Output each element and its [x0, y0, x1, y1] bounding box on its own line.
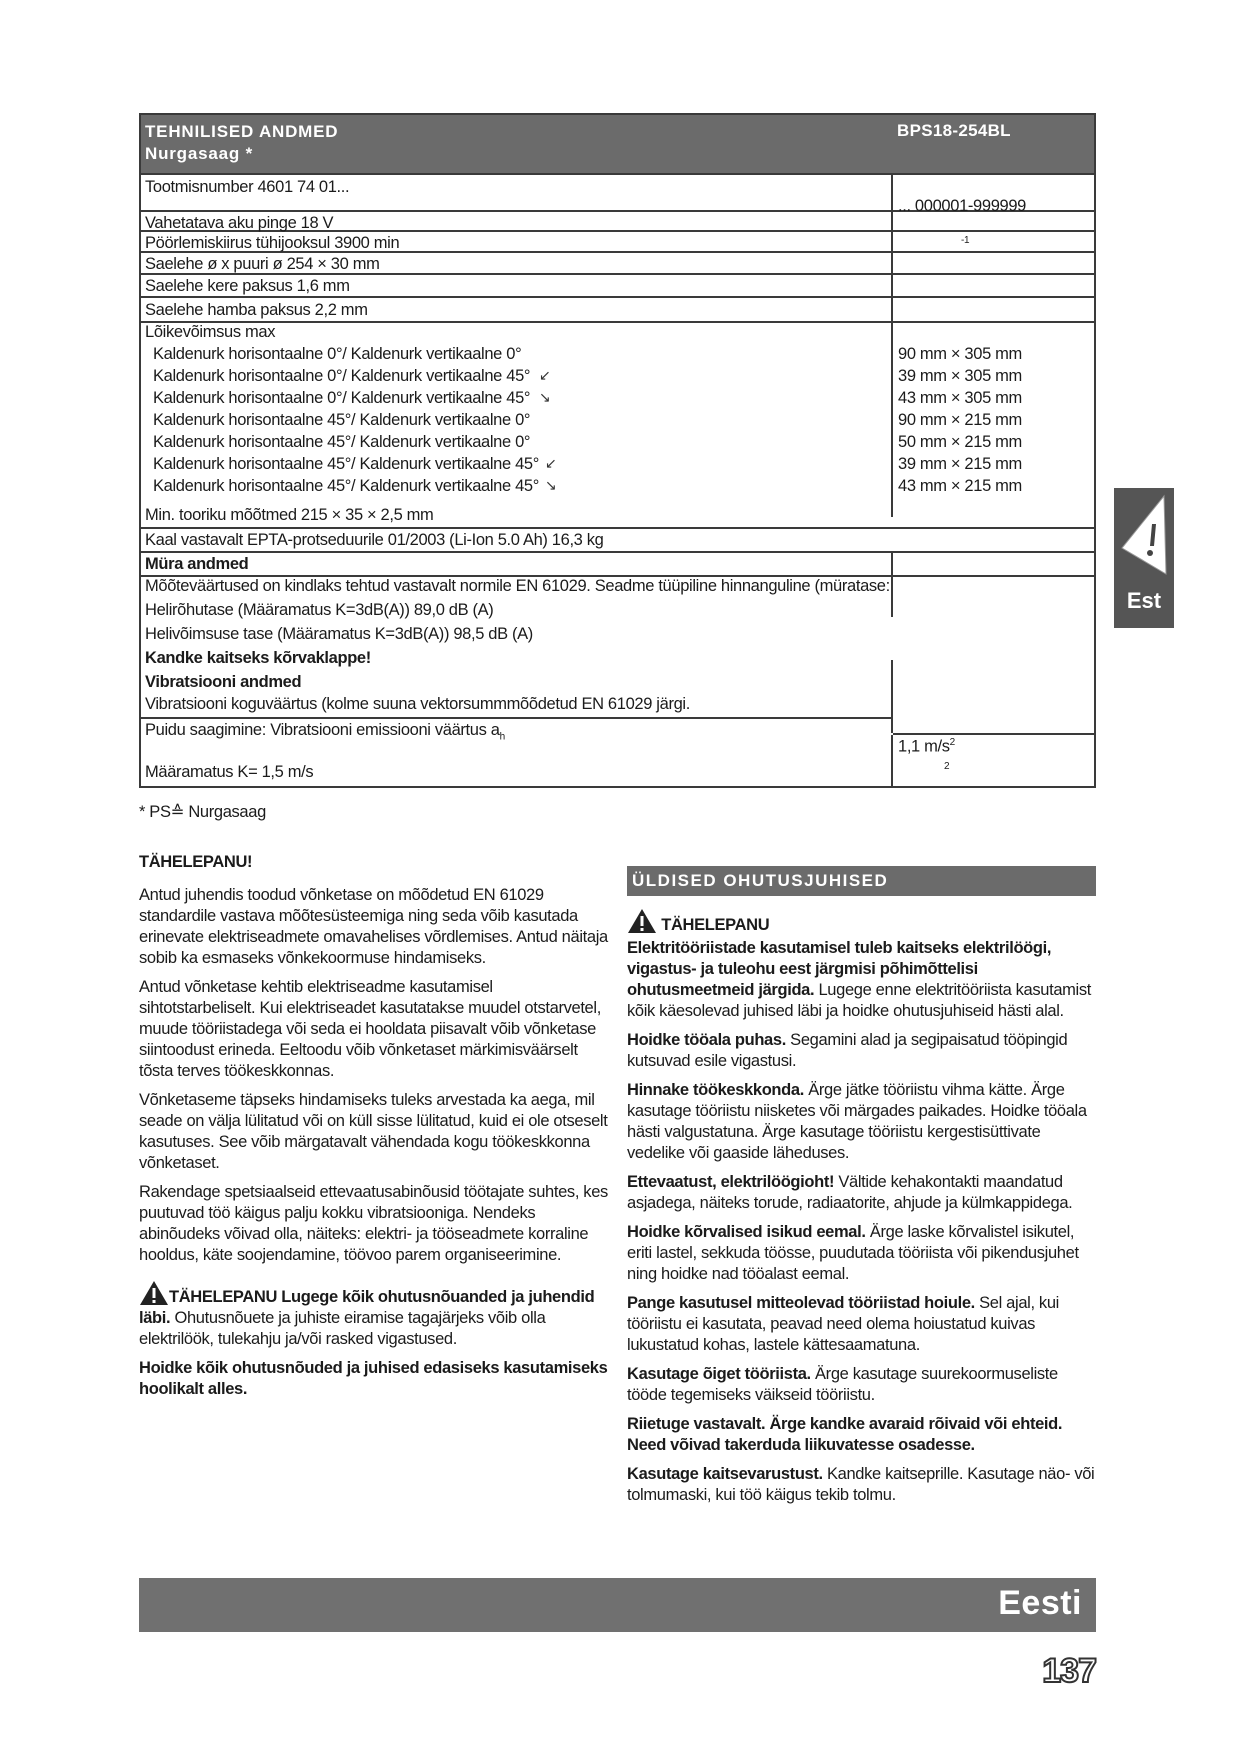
uncertainty-sup: 2	[944, 761, 950, 772]
safety-item-text: Sel ajal, kui tööriistu ei kasutata, peavad need olema hoiustatud kuivas lukustatud kohas, lastele kättesaamatuna.	[627, 1294, 1059, 1354]
vibration-value-text: 1,1 m/s	[898, 737, 950, 756]
safety-item-bold: Kasutage õiget tööriista.	[627, 1365, 811, 1383]
safety-item	[627, 1464, 1097, 1506]
safety-item-bold: Pange kasutusel mitteolevad tööriistad hoiule.	[627, 1294, 975, 1312]
cut-row-label: Kaldenurk horisontaalne 0°/ Kaldenurk vertikaalne 45°	[153, 389, 531, 407]
spec-rule	[893, 733, 1096, 735]
noise-power: Helivõimsuse tase (Määramatus K=3dB(A)) 98,5 dB (A)	[145, 625, 533, 643]
left-column	[139, 852, 609, 1408]
bevel-left-icon: ↙	[545, 455, 557, 471]
vibration-title: Vibratsiooni andmed	[145, 673, 302, 691]
ear-protection: Kandke kaitseks kõrvaklappe!	[145, 649, 371, 667]
warning-label-row	[627, 908, 1097, 936]
cut-row-value: 43 mm × 305 mm	[898, 389, 1022, 407]
safety-item	[627, 1414, 1097, 1456]
spec-divider	[891, 173, 893, 517]
spec-min-workpiece: Min. tooriku mõõtmed 215 × 35 × 2,5 mm	[145, 506, 434, 524]
spec-divider	[891, 735, 893, 788]
spec-blade-thickness: Saelehe kere paksus 1,6 mm	[145, 277, 350, 295]
left-title: TÄHELEPANU!	[139, 853, 253, 871]
cut-row-value: 39 mm × 305 mm	[898, 367, 1022, 385]
spec-header-subtitle: Nurgasaag *	[145, 144, 254, 163]
spec-rule	[141, 296, 1094, 298]
cut-row-value: 90 mm × 305 mm	[898, 345, 1022, 363]
spec-rule	[141, 717, 891, 719]
cut-row-label: Kaldenurk horisontaalne 45°/ Kaldenurk vertikaalne 45°	[153, 455, 539, 473]
warning-paragraph	[139, 1280, 609, 1350]
warning-triangle-icon	[627, 908, 657, 934]
noise-title: Müra andmed	[145, 555, 249, 573]
safety-item-bold: Hinnake töökeskkonda.	[627, 1081, 804, 1099]
safety-item-bold: Riietuge vastavalt. Ärge kandke avaraid rõivaid või ehteid. Need võivad takerduda liikuvatesse osadesse.	[627, 1415, 1063, 1454]
safety-item	[627, 1293, 1097, 1356]
safety-item-bold: Ettevaatust, elektrilöögioht!	[627, 1173, 835, 1191]
safety-intro	[627, 938, 1097, 1022]
safety-item-text: Ärge laske kõrvalistel isikutel, eriti lastel, sekkuda töösse, puudutada tööriista või pikendusjuhet ning hoidke nad tööalast eemal.	[627, 1223, 1079, 1283]
spec-divider	[891, 660, 893, 733]
language-side-tab	[1114, 488, 1174, 628]
safety-item	[627, 1222, 1097, 1285]
safety-item-text: Vältide kehakontakti maandatud asjadega, näiteks torude, radiaatorite, ahjude ja külmkappidega.	[627, 1173, 1073, 1212]
vibration-value-sup: 2	[949, 737, 955, 748]
cut-row-label: Kaldenurk horisontaalne 0°/ Kaldenurk vertikaalne 0°	[153, 345, 522, 363]
safety-item	[627, 1172, 1097, 1214]
safety-intro-bold: Elektritööriistade kasutamisel tuleb kaitseks elektrilöögi, vigastus- ja tuleohu eest järgmisi põhimõttelisi ohutusmeetmeid järgida.	[627, 939, 1052, 999]
language-bar	[139, 1578, 1096, 1632]
spec-voltage: Vahetatava aku pinge 18 V	[145, 214, 334, 232]
spec-model: BPS18-254BL	[897, 121, 1011, 140]
vibration-value	[898, 737, 955, 757]
bevel-right-icon: ↘	[545, 477, 557, 493]
safety-item	[627, 1030, 1097, 1072]
noise-desc: Mõõteväärtused on kindlaks tehtud vastavalt normile EN 61029. Seadme tüüpiline hinnanguline (müratase:	[145, 577, 890, 595]
spec-rule	[141, 321, 1094, 323]
cut-row-label: Kaldenurk horisontaalne 45°/ Kaldenurk vertikaalne 0°	[153, 433, 531, 451]
safety-item-text: Ärge kasutage suurekoormuseliste tööde tegemiseks väikseid tööriistu.	[627, 1365, 1058, 1404]
bevel-right-icon: ↘	[539, 389, 551, 405]
spec-product-number-value: ... 000001-999999	[898, 197, 1026, 215]
right-column	[627, 908, 1097, 1514]
spec-cut-capacity-label: Lõikevõimsus max	[145, 323, 276, 341]
spec-weight: Kaal vastavalt EPTA-protseduurile 01/2003 (Li-Ion 5.0 Ah) 16,3 kg	[145, 531, 604, 549]
cut-row-value: 90 mm × 215 mm	[898, 411, 1022, 429]
vibration-wood-sub: h	[499, 731, 505, 743]
bevel-left-icon: ↙	[539, 367, 551, 383]
page-number: 137	[1042, 1652, 1096, 1690]
safety-item-bold: Kasutage kaitsevarustust.	[627, 1465, 823, 1483]
warning-bold: TÄHELEPANU Lugege kõik ohutusnõuanded ja juhendid läbi.	[139, 1288, 595, 1327]
cut-row-value: 39 mm × 215 mm	[898, 455, 1022, 473]
spec-rule	[141, 527, 1094, 529]
spec-table-header	[141, 115, 1094, 173]
spec-header-title: TEHNILISED ANDMED	[145, 122, 339, 141]
footnote: * PS≙ Nurgasaag	[139, 803, 266, 821]
left-paragraph: Antud juhendis toodud võnketase on mõõdetud EN 61029 standardile vastava mõõtesüsteemiga ning seda võib kasutada erinevate elektriseadmete omavahelises võrdlemises. Antud näitaja sobib ka esmaseks võnkekoormuse hindamiseks.	[139, 886, 608, 967]
left-paragraph: Antud võnketase kehtib elektriseadme kasutamisel sihtotstarbeliselt. Kui elektriseadet kasutatakse muudel otstarvetel, muude tööriistadega või seda ei hooldata piisavalt võib võnketase siintoodust erineda. Eeltoodu võib võnketaset märkimisväärselt tõsta terves töökeskkonnas.	[139, 978, 601, 1080]
safety-item	[627, 1080, 1097, 1164]
vibration-wood	[145, 721, 505, 742]
keep-instructions: Hoidke kõik ohutusnõuded ja juhised edasiseks kasutamiseks hoolikalt alles.	[139, 1359, 608, 1398]
language-label: Eesti	[998, 1584, 1082, 1622]
vibration-wood-text: Puidu saagimine: Vibratsiooni emissiooni väärtus a	[145, 721, 500, 739]
safety-item-text: Ärge jätke tööriistu vihma kätte. Ärge kasutage tööriistu niisketes või märgades paikades. Hoidke tööala hästi valgustatuna. Ärge kasutage tööriistu kergestisüttivate vedelike või gaaside läheduses.	[627, 1081, 1087, 1162]
spec-tooth-thickness: Saelehe hamba paksus 2,2 mm	[145, 301, 368, 319]
warning-side-icon	[1114, 488, 1174, 583]
warning-text: Ohutusnõuete ja juhiste eiramise tagajärjeks võib olla elektrilöök, tulekahju ja/või rasked vigastused.	[139, 1309, 546, 1348]
vibration-desc: Vibratsiooni koguväärtus (kolme suuna vektorsummmõõdetud EN 61029 järgi.	[145, 695, 690, 713]
noise-pressure: Helirõhutase (Määramatus K=3dB(A)) 89,0 dB (A)	[145, 601, 494, 619]
safety-item-text: Kandke kaitseprille. Kasutage näo- või tolmumaski, kui töö käigus tekib tolmu.	[627, 1465, 1095, 1504]
safety-item-bold: Hoidke tööala puhas.	[627, 1031, 786, 1049]
cut-row-label: Kaldenurk horisontaalne 45°/ Kaldenurk vertikaalne 0°	[153, 411, 531, 429]
spec-product-number: Tootmisnumber 4601 74 01...	[145, 178, 350, 196]
safety-intro-text: Lugege enne elektritööriista kasutamist kõik käesolevad juhised läbi ja hoidke ohutusjuhiseid hästi alal.	[627, 981, 1091, 1020]
safety-item-text: Segamini alad ja segipaisatud tööpingid kutsuvad esile vigastusi.	[627, 1031, 1068, 1070]
warning-triangle-icon	[139, 1280, 169, 1306]
spec-blade: Saelehe ø x puuri ø 254 × 30 mm	[145, 255, 380, 273]
side-tab-label: Est	[1126, 588, 1162, 613]
cut-row-label: Kaldenurk horisontaalne 45°/ Kaldenurk vertikaalne 45°	[153, 477, 539, 495]
warning-label: TÄHELEPANU	[661, 916, 770, 934]
spec-speed: Pöörlemiskiirus tühijooksul 3900 min	[145, 234, 400, 252]
spec-speed-sup: -1	[961, 235, 970, 246]
cut-row-value: 50 mm × 215 mm	[898, 433, 1022, 451]
left-paragraph: Võnketaseme täpseks hindamiseks tuleks arvestada ka aega, mil seade on välja lülitatud või on küll sisse lülitatud, kuid ei ole otseselt kasutuses. See võib märgatavalt vähendada kogu töökeskkonna võnketaset.	[139, 1091, 608, 1172]
spec-table	[139, 113, 1096, 788]
spec-rule	[141, 551, 1094, 553]
safety-item	[627, 1364, 1097, 1406]
cut-row-label: Kaldenurk horisontaalne 0°/ Kaldenurk vertikaalne 45°	[153, 367, 531, 385]
spec-rule	[141, 173, 1094, 175]
cut-row-value: 43 mm × 215 mm	[898, 477, 1022, 495]
safety-item-bold: Hoidke kõrvalised isikud eemal.	[627, 1223, 866, 1241]
left-paragraph: Rakendage spetsiaalseid ettevaatusabinõusid töötajate suhtes, kes puutuvad töö käigus palju kokku vibratsiooniga. Nendeks abinõudeks võivad olla, näiteks: elektri- ja tööseadmete korraline hooldus, käte soojendamine, töövoo parem organiseerimine.	[139, 1183, 608, 1264]
spec-header-title-block	[145, 121, 338, 165]
spec-divider	[891, 551, 893, 617]
uncertainty: Määramatus K= 1,5 m/s	[145, 763, 314, 781]
section-heading: ÜLDISED OHUTUSJUHISED	[627, 866, 1096, 896]
